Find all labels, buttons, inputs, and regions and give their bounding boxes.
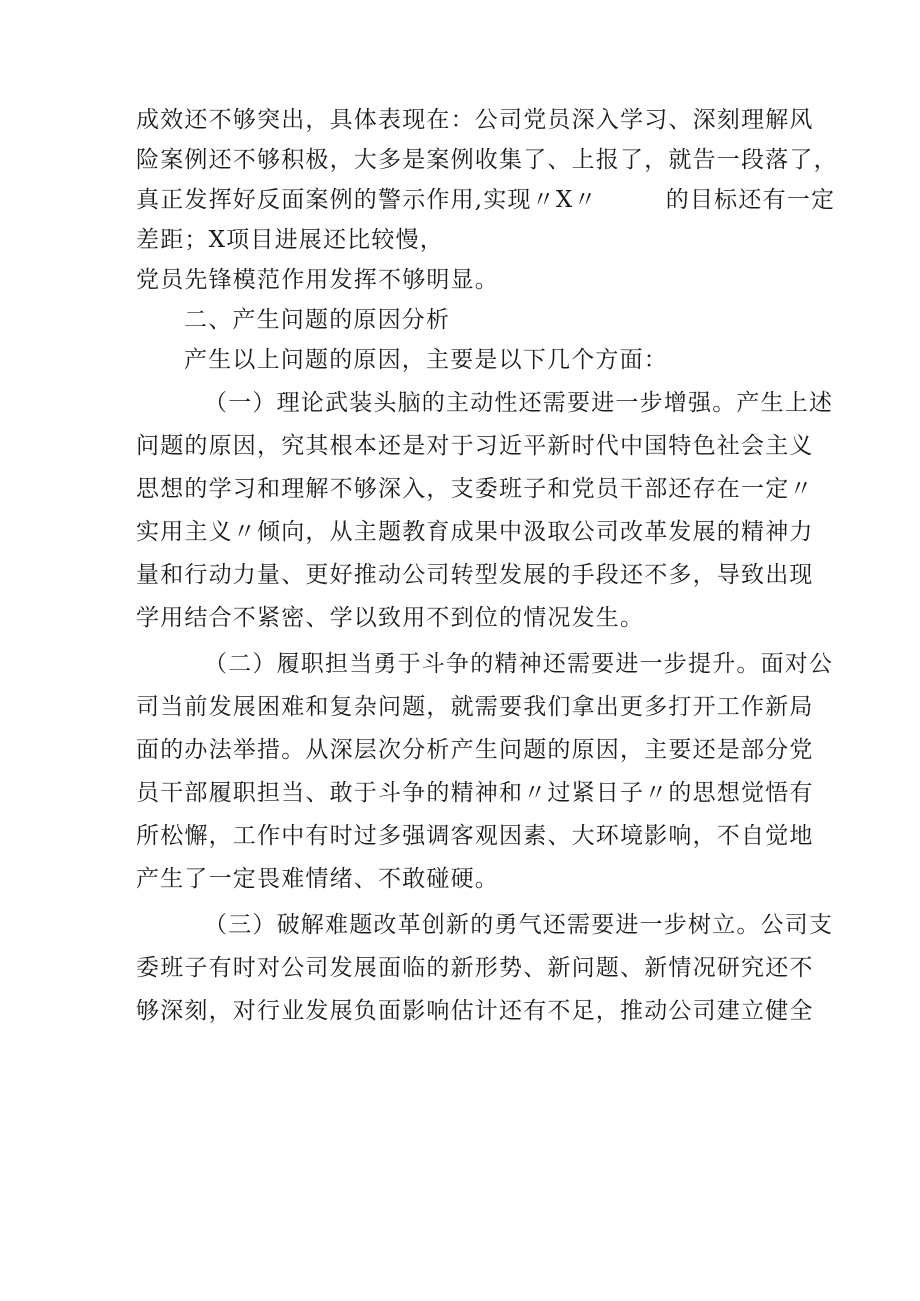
text-line: 问题的原因，究其根本还是对于习近平新时代中国特色社会主义	[136, 433, 814, 459]
text-line: 思想的学习和理解不够深入，支委班子和党员干部还存在一定〃	[136, 476, 814, 502]
text-line: 委班子有时对公司发展面临的新形势、新问题、新情况研究还不	[136, 955, 814, 981]
text-line: 险案例还不够积极，大多是案例收集了、上报了，就告一段落了，	[136, 147, 838, 173]
text-line: 够深刻，对行业发展负面影响估计还有不足，推动公司建立健全	[136, 998, 814, 1024]
text-line: 司当前发展困难和复杂问题，就需要我们拿出更多打开工作新局	[136, 694, 814, 720]
text-line: 量和行动力量、更好推动公司转型发展的手段还不多，导致出现	[136, 562, 814, 588]
subsection-heading-1: （一）理论武装头脑的主动性还需要进一步增强。产生上述	[204, 390, 834, 416]
paragraph-intro: 产生以上问题的原因，主要是以下几个方面：	[184, 347, 668, 373]
text-line: 产生了一定畏难情绪、不敢碰硬。	[136, 866, 499, 892]
text-line: 面的办法举措。从深层次分析产生问题的原因，主要还是部分党	[136, 737, 814, 763]
text-line: 所松懈，工作中有时过多强调客观因素、大环境影响，不自觉地	[136, 823, 814, 849]
text-line: 实用主义〃倾向，从主题教育成果中汲取公司改革发展的精神力	[136, 519, 814, 545]
text-line: 真正发挥好反面案例的警示作用,实现〃X〃 的目标还有一定	[136, 187, 836, 213]
text-line: 差距；X项目进展还比较慢，	[136, 227, 444, 253]
document-body	[136, 100, 838, 1031]
text-line: 学用结合不紧密、学以致用不到位的情况发生。	[136, 605, 645, 631]
section-heading: 二、产生问题的原因分析	[184, 307, 451, 333]
text-line: 党员先锋模范作用发挥不够明显。	[136, 267, 499, 293]
text-line: 成效还不够突出，具体表现在：公司党员深入学习、深刻理解风	[136, 107, 814, 133]
subsection-heading-3: （三）破解难题改革创新的勇气还需要进一步树立。公司支	[204, 912, 834, 938]
subsection-heading-2: （二）履职担当勇于斗争的精神还需要进一步提升。面对公	[204, 651, 834, 677]
text-line: 员干部履职担当、敢于斗争的精神和〃过紧日子〃的思想觉悟有	[136, 780, 814, 806]
